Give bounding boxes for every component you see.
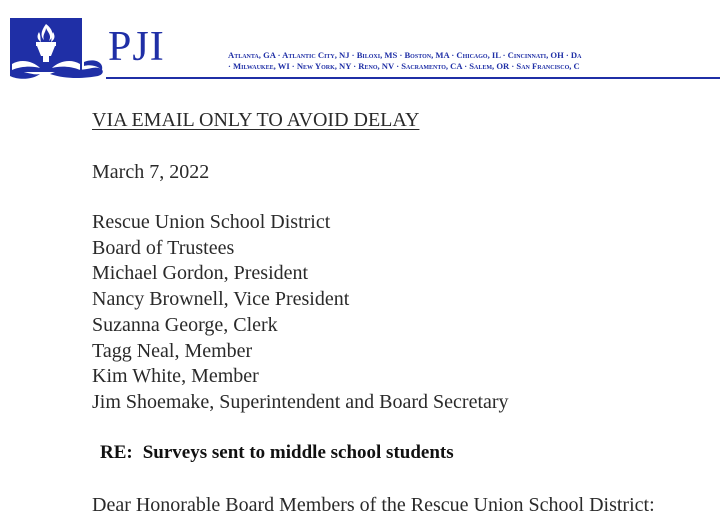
recipient-line: Kim White, Member <box>92 365 259 388</box>
delivery-note: VIA EMAIL ONLY TO AVOID DELAY <box>92 109 420 131</box>
office-locations-line-2: · Milwaukee, WI · New York, NY · Reno, NV · Sacramento, CA · Salem, OR · San Francisco, C <box>228 61 580 71</box>
subject-line <box>100 440 454 466</box>
salutation: Dear Honorable Board Members of the Rescue Union School District: <box>92 494 655 516</box>
recipient-line: Michael Gordon, President <box>92 262 309 285</box>
recipient-line: Rescue Union School District <box>92 211 331 233</box>
letter-date: March 7, 2022 <box>92 161 210 183</box>
office-locations <box>228 50 720 72</box>
org-name: PJI <box>108 24 165 70</box>
recipient-line: Suzanna George, Clerk <box>92 313 278 336</box>
letterhead <box>0 0 720 90</box>
recipient-line: Tagg Neal, Member <box>92 339 253 362</box>
subject-text: Surveys sent to middle school students <box>142 442 454 463</box>
office-locations-line-1: Atlanta, GA · Atlantic City, NJ · Biloxi, MS · Boston, MA · Chicago, IL · Cincinnati, OH · Da <box>228 50 582 60</box>
recipient-line: Board of Trustees <box>92 236 235 259</box>
letterhead-rule <box>106 77 720 79</box>
subject-label: RE: <box>100 442 133 463</box>
recipient-line: Nancy Brownell, Vice President <box>92 288 350 311</box>
torch-logo-icon <box>10 18 106 80</box>
recipient-block <box>92 210 509 416</box>
recipient-line: Jim Shoemake, Superintendent and Board Secretary <box>92 390 509 413</box>
